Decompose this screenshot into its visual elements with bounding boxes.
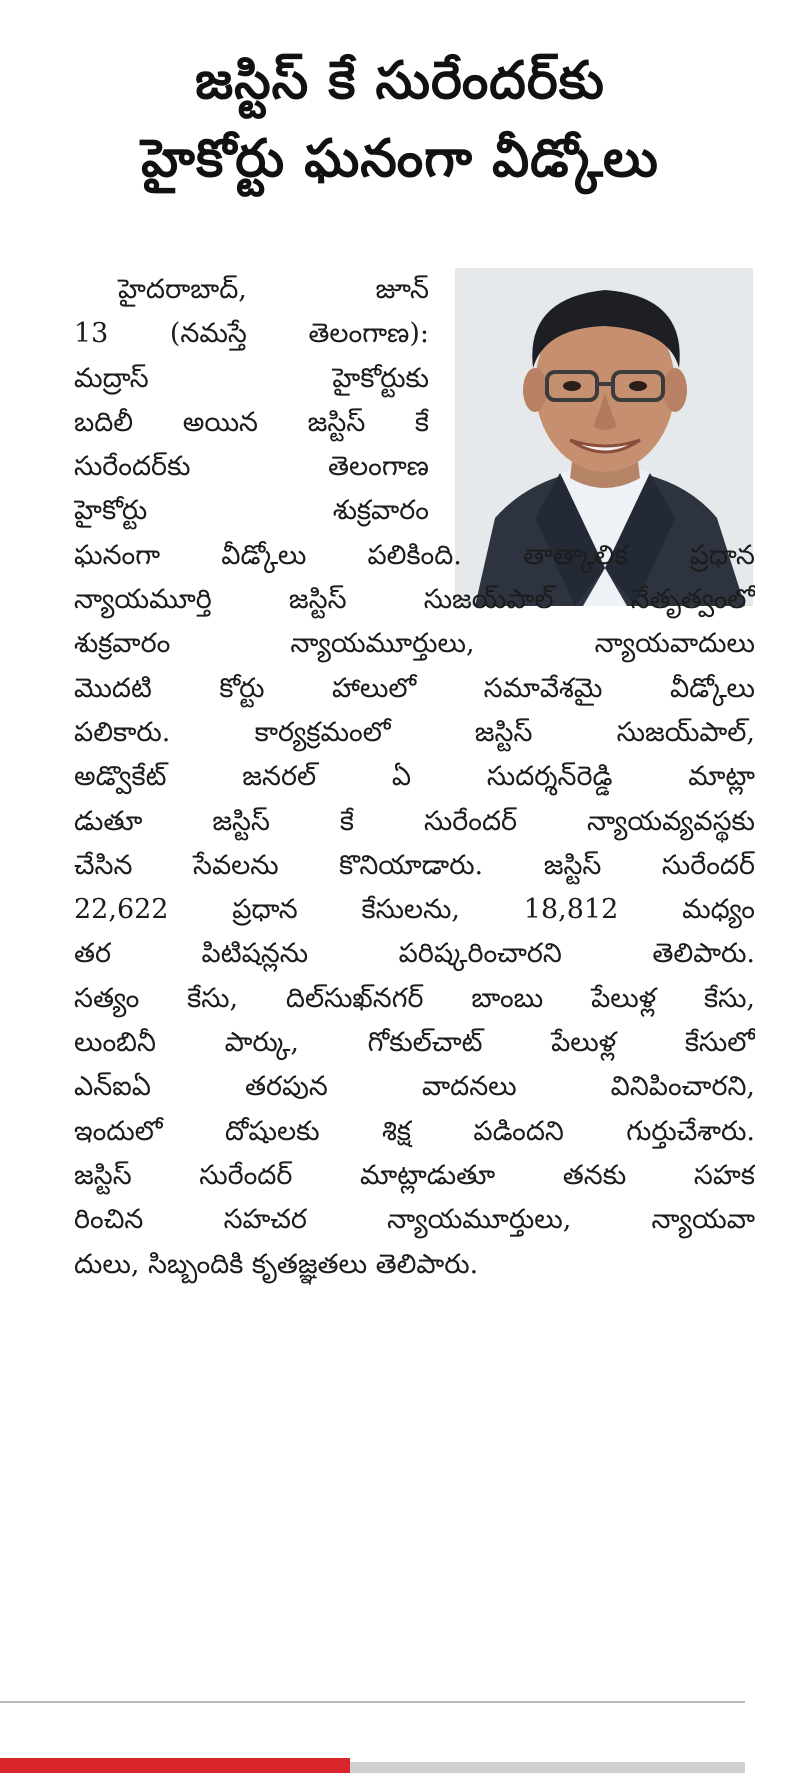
- article-line: హైదరాబాద్‌, జూన్: [118, 274, 429, 305]
- article-line: లుంబినీ పార్కు, గోకుల్‌చాట్ పేలుళ్ల కేసులో: [74, 1027, 755, 1059]
- article-line: డుతూ జస్టిస్ కే సురేందర్ న్యాయవ్యవస్థకు: [74, 805, 755, 837]
- article-line: సత్యం కేసు, దిల్‌సుఖ్‌నగర్ బాంబు పేలుళ్ల కేసు,: [74, 982, 755, 1014]
- headline: [0, 42, 800, 198]
- next-article-red-strip: [0, 1758, 350, 1773]
- article-line: పలికారు. కార్యక్రమంలో జస్టిస్ సుజయ్‌పాల్,: [74, 716, 755, 748]
- article-line: శుక్రవారం న్యాయమూర్తులు, న్యాయవాదులు: [74, 628, 755, 660]
- headline-line-2: హైకోర్టు ఘనంగా వీడ్కోలు: [141, 129, 659, 189]
- article-line: 22,622 ప్రధాన కేసులను, 18,812 మధ్యం: [74, 894, 755, 926]
- article-body: [74, 268, 755, 1287]
- article-line: హైకోర్టు శుక్రవారం: [74, 495, 429, 527]
- article-line: ఎన్ఐఏ తరపున వాదనలు వినిపించారని,: [74, 1071, 755, 1103]
- article-line: దులు, సిబ్బందికి కృతజ్ఞతలు తెలిపారు.: [74, 1248, 479, 1280]
- article-line: న్యాయమూర్తి జస్టిస్ సుజయ్‌పాల్ నేతృత్వంలో: [74, 584, 755, 616]
- article-line: మొదటి కోర్టు హాలులో సమావేశమై వీడ్కోలు: [74, 672, 755, 704]
- headline-line-1: జస్టిస్ కే సురేందర్‌కు: [195, 51, 605, 111]
- article-line: రించిన సహచర న్యాయమూర్తులు, న్యాయవా: [74, 1204, 755, 1236]
- next-article-grey-strip: [350, 1762, 745, 1773]
- article-line: సురేందర్‌కు తెలంగాణ: [74, 451, 429, 483]
- bottom-divider: [0, 1701, 745, 1703]
- article-line: మద్రాస్ హైకోర్టుకు: [74, 362, 429, 394]
- article-line: తర పిటిషన్లను పరిష్కరించారని తెలిపారు.: [74, 938, 755, 970]
- article-line: చేసిన సేవలను కొనియాడారు. జస్టిస్ సురేందర్: [74, 849, 755, 881]
- article-line: 13 (నమస్తే తెలంగాణ):: [74, 318, 429, 350]
- article-line: ఘనంగా వీడ్కోలు పలికింది. తాత్కాలిక ప్రధాన: [74, 539, 755, 571]
- article-line: జస్టిస్ సురేందర్ మాట్లాడుతూ తనకు సహక: [74, 1159, 755, 1191]
- article-line: ఇందులో దోషులకు శిక్ష పడిందని గుర్తుచేశారు.: [74, 1115, 755, 1147]
- article-line: అడ్వొకేట్ జనరల్ ఏ సుదర్శన్‌రెడ్డి మాట్లా: [74, 761, 755, 793]
- article-line: బదిలీ అయిన జస్టిస్ కే: [74, 406, 429, 438]
